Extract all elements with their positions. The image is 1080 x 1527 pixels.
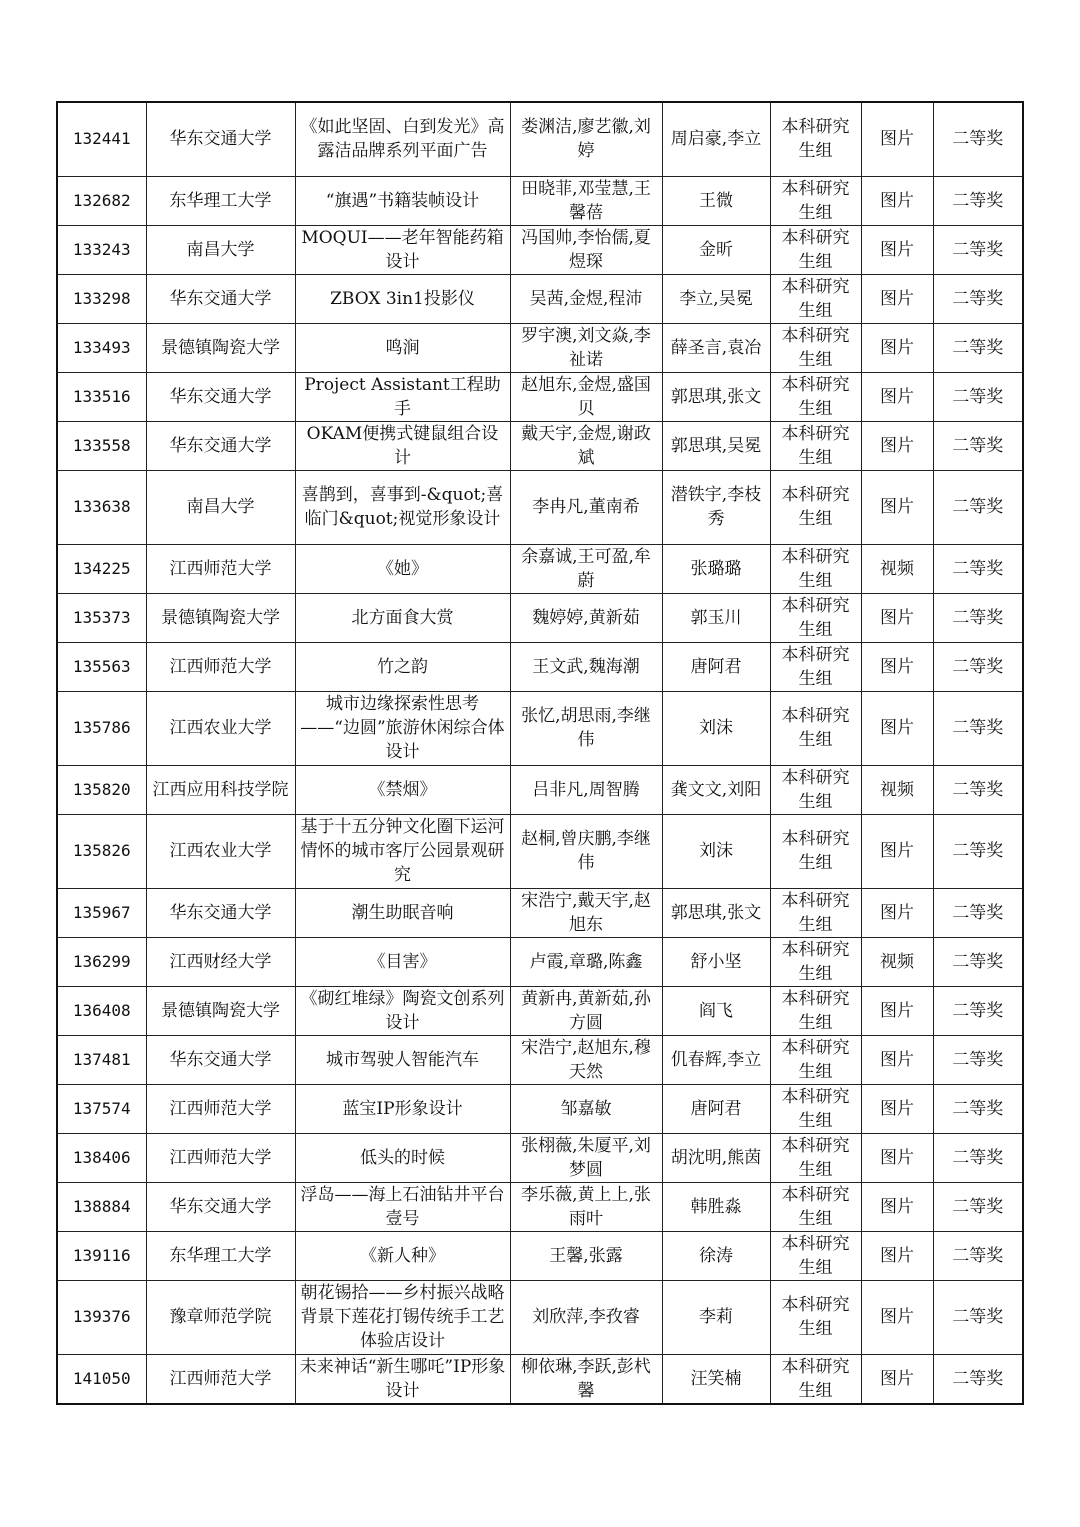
advisor-cell: 阎飞 [662, 986, 770, 1035]
advisor-cell: 郭玉川 [662, 593, 770, 642]
work-title-cell: 北方面食大赏 [295, 593, 510, 642]
authors-cell: 王文武,魏海潮 [510, 642, 662, 691]
entry-id-cell: 133558 [57, 421, 146, 470]
group-cell: 本科研究生组 [770, 1182, 861, 1231]
authors-cell: 戴天宇,金煜,谢政斌 [510, 421, 662, 470]
work-type-cell: 图片 [861, 814, 933, 888]
advisor-cell: 汪笑楠 [662, 1354, 770, 1404]
work-title-cell: 城市驾驶人智能汽车 [295, 1035, 510, 1084]
authors-cell: 张忆,胡思雨,李继伟 [510, 691, 662, 765]
authors-cell: 王馨,张露 [510, 1231, 662, 1280]
table-row [57, 1231, 1023, 1280]
work-title-cell: 《砌红堆绿》陶瓷文创系列设计 [295, 986, 510, 1035]
entry-id-cell: 137481 [57, 1035, 146, 1084]
authors-cell: 张栩薇,朱厦平,刘梦圆 [510, 1133, 662, 1182]
group-cell: 本科研究生组 [770, 642, 861, 691]
authors-cell: 赵旭东,金煜,盛国贝 [510, 372, 662, 421]
work-type-cell: 图片 [861, 176, 933, 225]
group-cell: 本科研究生组 [770, 1280, 861, 1354]
entry-id-cell: 133243 [57, 225, 146, 274]
entry-id-cell: 136408 [57, 986, 146, 1035]
advisor-cell: 薛圣言,袁冶 [662, 323, 770, 372]
work-title-cell: MOQUI——老年智能药箱设计 [295, 225, 510, 274]
entry-id-cell: 135826 [57, 814, 146, 888]
advisor-cell: 韩胜淼 [662, 1182, 770, 1231]
work-type-cell: 图片 [861, 102, 933, 176]
advisor-cell: 徐涛 [662, 1231, 770, 1280]
prize-cell: 二等奖 [933, 593, 1023, 642]
work-type-cell: 图片 [861, 986, 933, 1035]
prize-cell: 二等奖 [933, 691, 1023, 765]
advisor-cell: 张璐璐 [662, 544, 770, 593]
school-cell: 江西财经大学 [146, 937, 295, 986]
table-row [57, 544, 1023, 593]
school-cell: 华东交通大学 [146, 421, 295, 470]
prize-cell: 二等奖 [933, 421, 1023, 470]
work-type-cell: 图片 [861, 888, 933, 937]
work-title-cell: OKAM便携式键鼠组合设计 [295, 421, 510, 470]
table-row [57, 1084, 1023, 1133]
entry-id-cell: 134225 [57, 544, 146, 593]
work-title-cell: 喜鹊到，喜事到-&quot;喜临门&quot;视觉形象设计 [295, 470, 510, 544]
authors-cell: 宋浩宁,戴天宇,赵旭东 [510, 888, 662, 937]
table-row [57, 1035, 1023, 1084]
work-type-cell: 图片 [861, 1035, 933, 1084]
prize-cell: 二等奖 [933, 372, 1023, 421]
prize-cell: 二等奖 [933, 225, 1023, 274]
prize-cell: 二等奖 [933, 1280, 1023, 1354]
entry-id-cell: 135967 [57, 888, 146, 937]
table-row [57, 1354, 1023, 1404]
school-cell: 江西师范大学 [146, 1133, 295, 1182]
work-title-cell: 低头的时候 [295, 1133, 510, 1182]
group-cell: 本科研究生组 [770, 470, 861, 544]
prize-cell: 二等奖 [933, 102, 1023, 176]
prize-cell: 二等奖 [933, 986, 1023, 1035]
group-cell: 本科研究生组 [770, 691, 861, 765]
work-type-cell: 图片 [861, 1133, 933, 1182]
work-title-cell: “旗遇”书籍装帧设计 [295, 176, 510, 225]
table-row [57, 176, 1023, 225]
group-cell: 本科研究生组 [770, 888, 861, 937]
authors-cell: 李乐薇,黄上上,张雨叶 [510, 1182, 662, 1231]
group-cell: 本科研究生组 [770, 421, 861, 470]
group-cell: 本科研究生组 [770, 1231, 861, 1280]
prize-cell: 二等奖 [933, 1354, 1023, 1404]
entry-id-cell: 138406 [57, 1133, 146, 1182]
advisor-cell: 唐阿君 [662, 1084, 770, 1133]
authors-cell: 黄新冉,黄新茹,孙方圆 [510, 986, 662, 1035]
advisor-cell: 王微 [662, 176, 770, 225]
work-type-cell: 图片 [861, 691, 933, 765]
school-cell: 江西师范大学 [146, 1084, 295, 1133]
work-title-cell: 《她》 [295, 544, 510, 593]
school-cell: 华东交通大学 [146, 102, 295, 176]
entry-id-cell: 135563 [57, 642, 146, 691]
group-cell: 本科研究生组 [770, 986, 861, 1035]
work-type-cell: 图片 [861, 1354, 933, 1404]
table-row [57, 593, 1023, 642]
advisor-cell: 胡沈明,熊茵 [662, 1133, 770, 1182]
work-title-cell: 竹之韵 [295, 642, 510, 691]
table-row [57, 1182, 1023, 1231]
group-cell: 本科研究生组 [770, 544, 861, 593]
prize-cell: 二等奖 [933, 323, 1023, 372]
work-title-cell: 《禁烟》 [295, 765, 510, 814]
table-row [57, 986, 1023, 1035]
entry-id-cell: 136299 [57, 937, 146, 986]
work-type-cell: 图片 [861, 593, 933, 642]
table-row [57, 937, 1023, 986]
advisor-cell: 刘沫 [662, 691, 770, 765]
prize-cell: 二等奖 [933, 470, 1023, 544]
entry-id-cell: 135820 [57, 765, 146, 814]
entry-id-cell: 135786 [57, 691, 146, 765]
advisor-cell: 周启豪,李立 [662, 102, 770, 176]
school-cell: 华东交通大学 [146, 1035, 295, 1084]
authors-cell: 娄渊洁,廖艺徽,刘婷 [510, 102, 662, 176]
work-title-cell: 浮岛——海上石油钻井平台壹号 [295, 1182, 510, 1231]
school-cell: 江西师范大学 [146, 642, 295, 691]
work-type-cell: 图片 [861, 323, 933, 372]
table-row [57, 814, 1023, 888]
table-row [57, 1280, 1023, 1354]
work-type-cell: 图片 [861, 642, 933, 691]
school-cell: 华东交通大学 [146, 372, 295, 421]
work-title-cell: 潮生助眠音响 [295, 888, 510, 937]
entry-id-cell: 133638 [57, 470, 146, 544]
advisor-cell: 郭思琪,张文 [662, 888, 770, 937]
group-cell: 本科研究生组 [770, 225, 861, 274]
table-row [57, 470, 1023, 544]
authors-cell: 柳依琳,李跃,彭杙馨 [510, 1354, 662, 1404]
work-type-cell: 图片 [861, 372, 933, 421]
entry-id-cell: 137574 [57, 1084, 146, 1133]
entry-id-cell: 139116 [57, 1231, 146, 1280]
group-cell: 本科研究生组 [770, 593, 861, 642]
advisor-cell: 李立,吴冕 [662, 274, 770, 323]
work-type-cell: 图片 [861, 1231, 933, 1280]
school-cell: 江西农业大学 [146, 691, 295, 765]
work-type-cell: 视频 [861, 544, 933, 593]
advisor-cell: 潜铁宇,李枝秀 [662, 470, 770, 544]
authors-cell: 吴茜,金煜,程沛 [510, 274, 662, 323]
work-title-cell: 未来神话“新生哪吒”IP形象设计 [295, 1354, 510, 1404]
prize-cell: 二等奖 [933, 1035, 1023, 1084]
prize-cell: 二等奖 [933, 642, 1023, 691]
prize-cell: 二等奖 [933, 274, 1023, 323]
authors-cell: 余嘉诚,王可盈,牟蔚 [510, 544, 662, 593]
group-cell: 本科研究生组 [770, 102, 861, 176]
entry-id-cell: 132682 [57, 176, 146, 225]
table-row [57, 372, 1023, 421]
entry-id-cell: 133516 [57, 372, 146, 421]
work-type-cell: 图片 [861, 225, 933, 274]
authors-cell: 刘欣萍,李孜睿 [510, 1280, 662, 1354]
authors-cell: 冯国帅,李怡儒,夏煜琛 [510, 225, 662, 274]
group-cell: 本科研究生组 [770, 1084, 861, 1133]
group-cell: 本科研究生组 [770, 765, 861, 814]
prize-cell: 二等奖 [933, 176, 1023, 225]
school-cell: 豫章师范学院 [146, 1280, 295, 1354]
group-cell: 本科研究生组 [770, 814, 861, 888]
work-title-cell: 《如此坚固、白到发光》高露洁品牌系列平面广告 [295, 102, 510, 176]
advisor-cell: 金昕 [662, 225, 770, 274]
group-cell: 本科研究生组 [770, 1133, 861, 1182]
advisor-cell: 舒小坚 [662, 937, 770, 986]
school-cell: 华东交通大学 [146, 1182, 295, 1231]
prize-cell: 二等奖 [933, 1084, 1023, 1133]
work-type-cell: 视频 [861, 765, 933, 814]
group-cell: 本科研究生组 [770, 372, 861, 421]
school-cell: 华东交通大学 [146, 274, 295, 323]
table-row [57, 102, 1023, 176]
entry-id-cell: 138884 [57, 1182, 146, 1231]
group-cell: 本科研究生组 [770, 176, 861, 225]
work-title-cell: 鸣涧 [295, 323, 510, 372]
entry-id-cell: 133493 [57, 323, 146, 372]
school-cell: 东华理工大学 [146, 176, 295, 225]
entry-id-cell: 141050 [57, 1354, 146, 1404]
advisor-cell: 龚文文,刘阳 [662, 765, 770, 814]
authors-cell: 罗宇澳,刘文焱,李祉诺 [510, 323, 662, 372]
work-title-cell: Project Assistant工程助手 [295, 372, 510, 421]
advisor-cell: 唐阿君 [662, 642, 770, 691]
authors-cell: 李冉凡,董南希 [510, 470, 662, 544]
table-row [57, 1133, 1023, 1182]
work-type-cell: 图片 [861, 1280, 933, 1354]
authors-cell: 邹嘉敏 [510, 1084, 662, 1133]
school-cell: 南昌大学 [146, 225, 295, 274]
school-cell: 南昌大学 [146, 470, 295, 544]
table-row [57, 421, 1023, 470]
group-cell: 本科研究生组 [770, 274, 861, 323]
advisor-cell: 仉春辉,李立 [662, 1035, 770, 1084]
school-cell: 东华理工大学 [146, 1231, 295, 1280]
authors-cell: 吕非凡,周智腾 [510, 765, 662, 814]
school-cell: 华东交通大学 [146, 888, 295, 937]
group-cell: 本科研究生组 [770, 1354, 861, 1404]
entry-id-cell: 135373 [57, 593, 146, 642]
authors-cell: 田晓菲,邓莹慧,王馨蓓 [510, 176, 662, 225]
school-cell: 江西应用科技学院 [146, 765, 295, 814]
work-type-cell: 图片 [861, 1182, 933, 1231]
work-title-cell: 《目害》 [295, 937, 510, 986]
prize-cell: 二等奖 [933, 544, 1023, 593]
table-row [57, 888, 1023, 937]
authors-cell: 赵桐,曾庆鹏,李继伟 [510, 814, 662, 888]
entry-id-cell: 139376 [57, 1280, 146, 1354]
prize-cell: 二等奖 [933, 1182, 1023, 1231]
work-type-cell: 图片 [861, 274, 933, 323]
award-table-body [57, 102, 1023, 1404]
group-cell: 本科研究生组 [770, 323, 861, 372]
entry-id-cell: 133298 [57, 274, 146, 323]
prize-cell: 二等奖 [933, 765, 1023, 814]
prize-cell: 二等奖 [933, 888, 1023, 937]
group-cell: 本科研究生组 [770, 1035, 861, 1084]
work-title-cell: 蓝宝IP形象设计 [295, 1084, 510, 1133]
prize-cell: 二等奖 [933, 937, 1023, 986]
advisor-cell: 郭思琪,张文 [662, 372, 770, 421]
school-cell: 江西农业大学 [146, 814, 295, 888]
school-cell: 江西师范大学 [146, 544, 295, 593]
school-cell: 江西师范大学 [146, 1354, 295, 1404]
work-title-cell: 城市边缘探索性思考——“边圆”旅游休闲综合体设计 [295, 691, 510, 765]
advisor-cell: 刘沫 [662, 814, 770, 888]
table-row [57, 323, 1023, 372]
work-type-cell: 图片 [861, 1084, 933, 1133]
entry-id-cell: 132441 [57, 102, 146, 176]
advisor-cell: 李莉 [662, 1280, 770, 1354]
authors-cell: 宋浩宁,赵旭东,穆天然 [510, 1035, 662, 1084]
table-row [57, 765, 1023, 814]
table-row [57, 642, 1023, 691]
award-table [56, 101, 1024, 1405]
work-type-cell: 图片 [861, 421, 933, 470]
work-title-cell: ZBOX 3in1投影仪 [295, 274, 510, 323]
school-cell: 景德镇陶瓷大学 [146, 593, 295, 642]
advisor-cell: 郭思琪,吴冕 [662, 421, 770, 470]
school-cell: 景德镇陶瓷大学 [146, 323, 295, 372]
table-row [57, 274, 1023, 323]
prize-cell: 二等奖 [933, 814, 1023, 888]
authors-cell: 魏婷婷,黄新茹 [510, 593, 662, 642]
work-type-cell: 图片 [861, 470, 933, 544]
prize-cell: 二等奖 [933, 1231, 1023, 1280]
group-cell: 本科研究生组 [770, 937, 861, 986]
table-row [57, 225, 1023, 274]
school-cell: 景德镇陶瓷大学 [146, 986, 295, 1035]
work-title-cell: 朝花锡拾——乡村振兴战略背景下莲花打锡传统手工艺体验店设计 [295, 1280, 510, 1354]
work-title-cell: 基于十五分钟文化圈下运河情怀的城市客厅公园景观研究 [295, 814, 510, 888]
prize-cell: 二等奖 [933, 1133, 1023, 1182]
work-title-cell: 《新人种》 [295, 1231, 510, 1280]
table-row [57, 691, 1023, 765]
work-type-cell: 视频 [861, 937, 933, 986]
authors-cell: 卢霞,章璐,陈鑫 [510, 937, 662, 986]
